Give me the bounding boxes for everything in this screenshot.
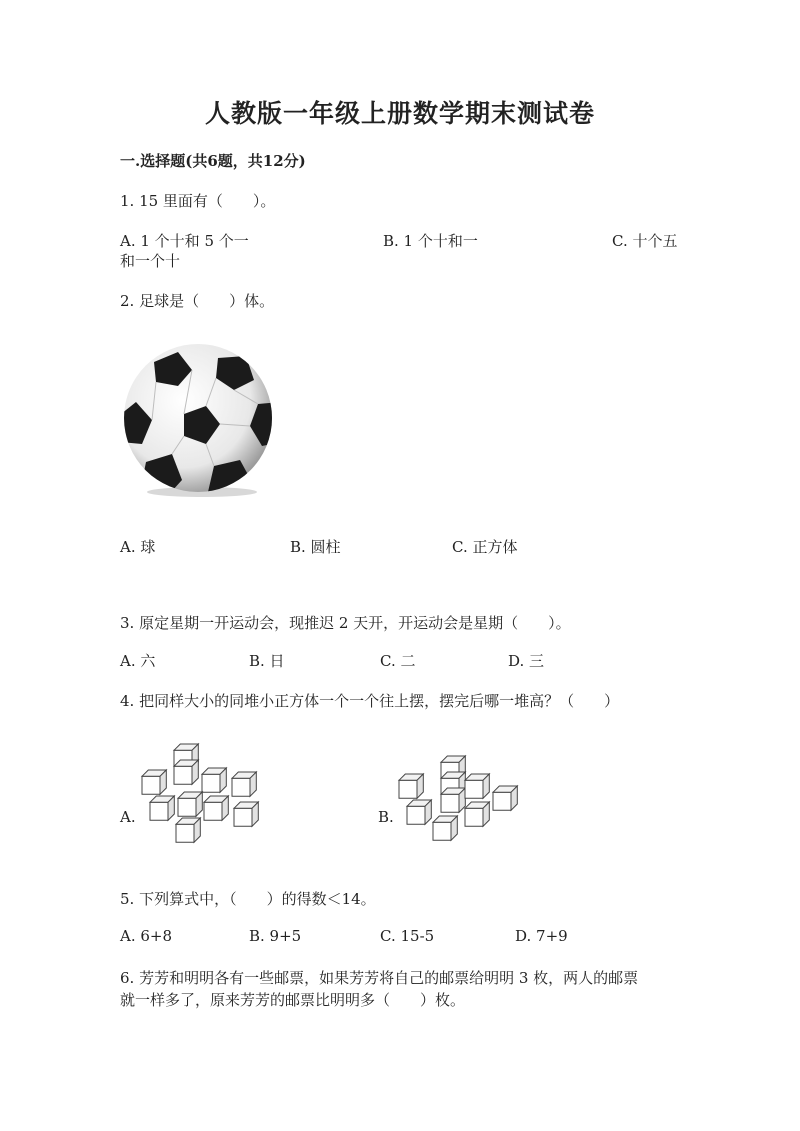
question-3-option-d: D. 三 (508, 652, 545, 670)
cube-icon (176, 818, 200, 842)
cube-icon (465, 802, 489, 826)
question-2-stem: 2. 足球是（ ）体。 (120, 292, 275, 310)
question-6-stem-line-2: 就一样多了，原来芳芳的邮票比明明多（ ）枚。 (120, 991, 466, 1009)
question-3-option-a: A. 六 (120, 652, 156, 670)
question-6-stem-line-1: 6. 芳芳和明明各有一些邮票，如果芳芳将自己的邮票给明明 3 枚，两人的邮票 (120, 969, 639, 987)
question-4-stem: 4. 把同样大小的同堆小正方体一个一个往上摆，摆完后哪一堆高？（ ） (120, 692, 620, 710)
cube-icon (174, 760, 198, 784)
question-1-option-b: B. 1 个十和一 (383, 232, 478, 250)
question-5-option-d: D. 7+9 (515, 927, 568, 945)
cube-icon (407, 800, 431, 824)
question-3-option-b: B. 日 (249, 652, 285, 670)
question-1-option-wrap: 和一个十 (120, 252, 181, 270)
section-heading: 一.选择题(共6题，共12分) (120, 152, 306, 170)
cube-icon (178, 792, 202, 816)
cube-icon (232, 772, 256, 796)
cube-pile-b (395, 752, 525, 847)
question-5-option-a: A. 6+8 (120, 927, 173, 945)
cube-icon (202, 768, 226, 792)
question-2-option-b: B. 圆柱 (290, 538, 341, 556)
cube-icon (493, 786, 517, 810)
cube-icon (142, 770, 166, 794)
question-5-option-c: C. 15-5 (380, 927, 435, 945)
cube-icon (433, 816, 457, 840)
question-4-option-a: A. (120, 808, 136, 826)
cube-pile-a (138, 740, 268, 845)
question-1-option-c: C. 十个五 (612, 232, 678, 250)
question-2-option-a: A. 球 (120, 538, 156, 556)
page-title: 人教版一年级上册数学期末测试卷 (204, 99, 595, 128)
question-3-option-c: C. 二 (380, 652, 416, 670)
cube-icon (204, 796, 228, 820)
cube-icon (465, 774, 489, 798)
question-5-option-b: B. 9+5 (249, 927, 302, 945)
question-2-option-c: C. 正方体 (452, 538, 518, 556)
cube-icon (441, 788, 465, 812)
soccer-ball-image (122, 342, 274, 494)
question-3-stem: 3. 原定星期一开运动会，现推迟 2 天开，开运动会是星期（ ）。 (120, 614, 571, 632)
cube-icon (399, 774, 423, 798)
question-4-option-b: B. (378, 808, 394, 826)
cube-icon (150, 796, 174, 820)
question-1-stem: 1. 15 里面有（ ）。 (120, 192, 276, 210)
question-1-option-a: A. 1 个十和 5 个一 (120, 232, 249, 250)
cube-icon (234, 802, 258, 826)
question-5-stem: 5. 下列算式中，（ ）的得数＜14。 (120, 890, 376, 908)
